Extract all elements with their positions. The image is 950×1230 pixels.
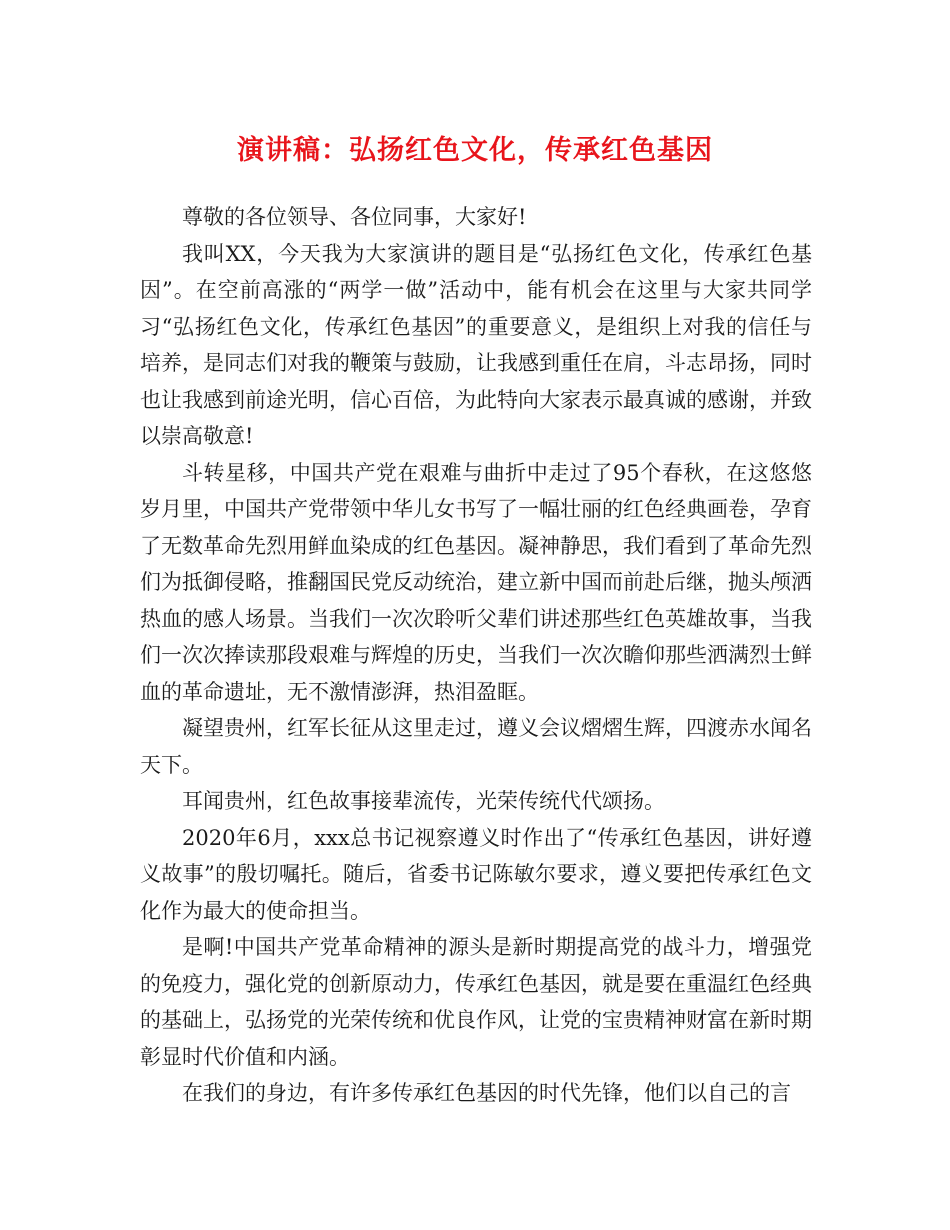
document-body [140, 199, 812, 1112]
paragraph-greeting: 尊敬的各位领导、各位同事，大家好! [182, 205, 527, 229]
paragraph-guizhou-stories: 耳闻贵州，红色故事接辈流传，光荣传统代代颂扬。 [182, 789, 665, 813]
paragraph-guizhou-view: 凝望贵州，红军长征从这里走过，遵义会议熠熠生辉，四渡赤水闻名天下。 [140, 716, 812, 777]
document-title: 演讲稿：弘扬红色文化，传承红色基因 [237, 135, 713, 166]
paragraph-introduction: 我叫XX，今天我为大家演讲的题目是“弘扬红色文化，传承红色基因”。在空前高涨的“两学一做”活动中，能有机会在这里与大家共同学习“弘扬红色文化，传承红色基因”的重要意义，是组织上对我的信任与培养，是同志们对我的鞭策与鼓励，让我感到重任在肩，斗志昂扬，同时也让我感到前途光明，信心百倍，为此特向大家表示最真诚的感谢，并致以崇高敬意! [140, 241, 812, 448]
paragraph-zunyi-visit: 2020年6月，xxx总书记视察遵义时作出了“传承红色基因，讲好遵义故事”的殷切嘱托。随后，省委书记陈敏尔要求，遵义要把传承红色文化作为最大的使命担当。 [140, 825, 812, 923]
paragraph-history: 斗转星移，中国共产党在艰难与曲折中走过了95个春秋，在这悠悠岁月里，中国共产党带领中华儿女书写了一幅壮丽的红色经典画卷，孕育了无数革命先烈用鲜血染成的红色基因。凝神静思，我们看到了革命先烈们为抵御侵略，推翻国民党反动统治，建立新中国而前赴后继，抛头颅洒热血的感人场景。当我们一次次聆听父辈们讲述那些红色英雄故事，当我们一次次捧读那段艰难与辉煌的历史，当我们一次次瞻仰那些洒满烈士鲜血的革命遗址，无不激情澎湃，热泪盈眶。 [140, 460, 812, 704]
paragraph-revolutionary-spirit: 是啊!中国共产党革命精神的源头是新时期提高党的战斗力，增强党的免疫力，强化党的创新原动力，传承红色基因，就是要在重温红色经典的基础上，弘扬党的光荣传统和优良作风，让党的宝贵精神财富在新时期彰显时代价值和内涵。 [140, 935, 812, 1069]
paragraph-pioneers: 在我们的身边，有许多传承红色基因的时代先锋，他们以自己的言 [182, 1081, 791, 1105]
